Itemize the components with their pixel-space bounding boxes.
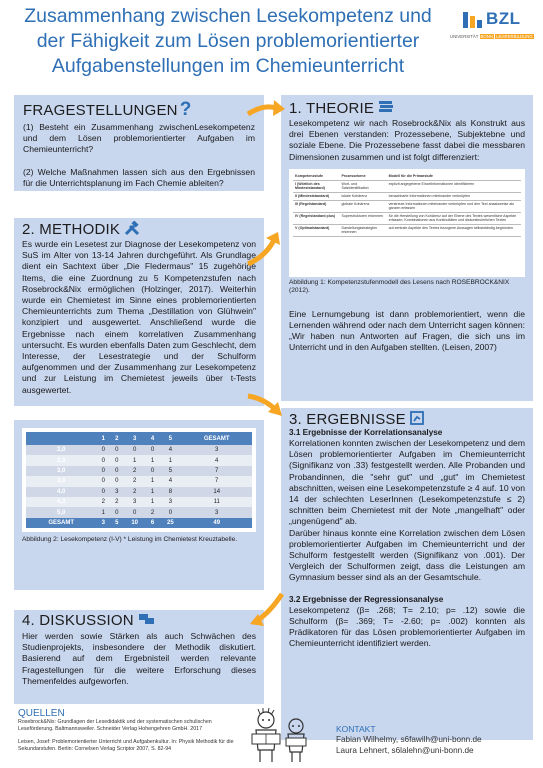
kt-header: 4 <box>146 432 160 445</box>
table-cell: 1 <box>124 455 146 465</box>
table-cell: 0 <box>96 466 110 476</box>
quellen-heading: QUELLEN <box>18 708 65 719</box>
ergebnisse-subheading-2: 3.2 Ergebnisse der Regressionsanalyse <box>289 594 444 604</box>
table-cell: 0 <box>110 455 124 465</box>
kreuztabelle-figure <box>22 428 256 532</box>
kt-header <box>26 432 96 445</box>
ks-cell: Darstellungsstrategien erkennen <box>339 224 386 236</box>
methodik-heading <box>22 221 256 238</box>
reading-children-illustration <box>238 706 318 766</box>
arrow-theorie-to-ergebnisse-icon <box>246 392 286 422</box>
fragestellungen-heading <box>23 99 255 121</box>
table-cell: 0 <box>146 466 160 476</box>
table-row <box>26 476 252 486</box>
table-cell: 1 <box>96 507 110 517</box>
table-row <box>293 224 521 236</box>
table-cell: 10 <box>124 518 146 528</box>
row-header-cell: 4,0 <box>26 487 96 497</box>
ks-cell: III (Regelstandard) <box>293 200 339 212</box>
row-header-cell: 2,3 <box>26 455 96 465</box>
diskussion-heading-text: 4. DISKUSSION <box>22 612 134 629</box>
diskussion-panel <box>14 610 264 704</box>
chart-icon <box>410 411 424 425</box>
poster-title <box>8 4 448 79</box>
kreuztabelle-panel <box>14 420 264 590</box>
table-row <box>26 455 252 465</box>
tools-icon <box>124 221 140 236</box>
methodik-panel <box>14 218 264 406</box>
table-row <box>293 192 521 200</box>
row-header-cell: 3,0 <box>26 466 96 476</box>
kt-header: 2 <box>110 432 124 445</box>
figure-2-caption: Abbildung 2: Lesekompetenz (I-V) * Leistung im Chemietest Kreuztabelle. <box>22 536 238 544</box>
table-cell: 0 <box>124 507 146 517</box>
table-row <box>293 200 521 212</box>
table-cell: 3 <box>159 497 181 507</box>
table-cell: 0 <box>110 507 124 517</box>
table-cell: 1 <box>146 487 160 497</box>
table-cell: 0 <box>96 455 110 465</box>
kt-header: 3 <box>124 432 146 445</box>
ergebnisse-text-1: Korrelationen konnten zwischen der Lesekompetenz und dem Lösen problemorientierter Aufgaben im Chemieunterricht (Signifikanz von .33) festgestellt werden. Alle Probanden und Probandinnen, die "sehr gut" und „gut" im Chemietest abschnitten, weisen eine Lesekompetenzstufe ≥ 4 auf. 10 von 14 der schlechten LeserInnen (Lesekompetenzstufe ≤ 2) schnitten beim Chemietest mit der Note „mangelhaft" oder „ungenügend" ab. <box>289 438 525 527</box>
theorie-heading <box>289 100 525 117</box>
table-cell: 2 <box>146 507 160 517</box>
table-cell: 1 <box>146 455 160 465</box>
ks-header-0: Kompetenzstufe <box>293 173 339 181</box>
kt-header: GESAMT <box>181 432 252 445</box>
table-row <box>26 507 252 517</box>
fragestellungen-panel <box>14 95 264 191</box>
ks-cell: V (Optimalstandard) <box>293 224 339 236</box>
table-cell: 3 <box>96 518 110 528</box>
kreuztabelle <box>26 432 252 528</box>
ergebnisse-text-3: Lesekompetenz (β= .268; T= 2.10; p= .12) sowie die Schulform (β= .369; T= -2.60; p= .002) konnten als Prädikatoren für das Lösen problemorientierter Aufgaben im Chemieunterricht identifiziert werden. <box>289 604 525 649</box>
table-cell: 1 <box>146 497 160 507</box>
theorie-heading-text: 1. THEORIE <box>289 100 375 117</box>
contact-line-1: Fabian Wilhelmy, s6fawilh@uni-bonn.de <box>336 735 482 744</box>
ergebnisse-heading <box>289 411 525 428</box>
ks-cell: für die Herstellung von Kohärenz auf der Ebene des Textes wesentliche Aspekte erfassen; Kombinationen aus Kontinuitäten und diskontinuierlichen Texten <box>387 212 521 224</box>
ergebnisse-heading-text: 3. ERGEBNISSE <box>289 411 406 428</box>
table-cell: 6 <box>146 518 160 528</box>
arrow-ergebnisse-to-diskussion-icon <box>246 590 286 630</box>
ks-cell: verstreute Informationen miteinander verknüpfen und den Text ansatzweise als ganzen erfassen <box>387 200 521 212</box>
table-cell: 0 <box>96 487 110 497</box>
title-line-2: der Fähigkeit zum Lösen problemorientierter <box>36 30 420 52</box>
kontakt-heading: KONTAKT <box>336 724 376 734</box>
table-row <box>293 212 521 224</box>
ks-cell: Wort- und Satzidentifikation <box>339 180 386 192</box>
arrow-fragestellungen-to-theorie-icon <box>246 98 286 122</box>
table-cell: 0 <box>110 466 124 476</box>
table-cell: 5 <box>159 466 181 476</box>
table-row <box>26 487 252 497</box>
table-cell: 0 <box>96 445 110 455</box>
table-cell: 3 <box>181 507 252 517</box>
kt-header: 5 <box>159 432 181 445</box>
table-cell: 0 <box>110 476 124 486</box>
diskussion-heading <box>22 612 256 629</box>
ks-cell: Superstrukturen erkennen <box>339 212 386 224</box>
ks-header-1: Prozessebene <box>339 173 386 181</box>
ks-cell: globale Kohärenz <box>339 200 386 212</box>
theorie-panel <box>281 95 533 401</box>
reference-2: Leisen, Josef: Problemorientierter Unterricht und Aufgabenkultur. In: Physik Methodik für die Sekundarstufen. Berlin: Cornelsen Verlag Scriptor 2007, S. 82-94 <box>18 739 234 752</box>
ks-cell: explizit angegebene Einzelinformationen identifizieren <box>387 180 521 192</box>
table-cell: 11 <box>181 497 252 507</box>
table-row <box>26 445 252 455</box>
fragestellungen-heading-text: FRAGESTELLUNGEN <box>23 102 178 119</box>
table-cell: 2 <box>124 466 146 476</box>
competence-model-figure <box>289 169 525 277</box>
table-cell: 8 <box>159 487 181 497</box>
table-cell: 49 <box>181 518 252 528</box>
table-cell: 7 <box>181 466 252 476</box>
question-2: (2) Welche Maßnahmen lassen sich aus den Ergebnissen für die Unterrichtsplanung im Fach Chemie ableiten? <box>23 166 255 188</box>
table-cell: 3 <box>110 487 124 497</box>
row-header-cell: 2,0 <box>26 445 96 455</box>
table-row <box>26 518 252 528</box>
ergebnisse-panel <box>281 408 533 740</box>
table-cell: 7 <box>181 476 252 486</box>
contact-line-2: Laura Lehnert, s6lalehn@uni-bonn.de <box>336 746 474 755</box>
row-header-cell: 3,3 <box>26 476 96 486</box>
row-header-cell: 4,3 <box>26 497 96 507</box>
question-1: (1) Besteht ein Zusammenhang zwischenLesekompetenz und dem Lösen problemorientierter Aufgaben im Chemieunterricht? <box>23 122 255 155</box>
title-line-1: Zusammenhang zwischen Lesekompetenz und <box>24 5 432 27</box>
table-cell: 0 <box>146 445 160 455</box>
table-cell: 3 <box>181 445 252 455</box>
theorie-text-2: Eine Lernumgebung ist dann problemorientiert, wenn die Lernenden während oder nach dem Unterricht sagen können: „Wir haben nun Antworten auf Fragen, die sich uns im Unterricht und in den Aufgaben stellten. (Leisen, 2007) <box>289 308 525 353</box>
table-cell: 0 <box>96 476 110 486</box>
ergebnisse-text-2: Darüber hinaus konnte eine Korrelation zwischen dem Lösen problemorientierter Aufgaben im Chemieunterricht und der Schulform festgestellt werden (Signifikanz von .001). Der Vergleich der Schulformen zeigt, dass die Leistungen am Gymnasium besser sind als an der Gesamtschule. <box>289 527 525 583</box>
table-row <box>26 497 252 507</box>
ks-cell: IV (Regelstandard plus) <box>293 212 339 224</box>
figure-1-caption: Abbildung 1: Kompetenzstufenmodell des Lesens nach ROSEBROCK&NIX (2012). <box>289 278 510 295</box>
ks-cell: benachbarte Informationen miteinander verknüpfen <box>387 192 521 200</box>
table-cell: 2 <box>110 497 124 507</box>
arrow-methodik-to-theorie-icon <box>244 228 284 268</box>
ks-cell: auf zentrale Aspekte des Textes bezogene Aussagen selbstständig begründen <box>387 224 521 236</box>
table-cell: 5 <box>110 518 124 528</box>
table-cell: 14 <box>181 487 252 497</box>
ks-cell: lokale Kohärenz <box>339 192 386 200</box>
methodik-heading-text: 2. METHODIK <box>22 221 121 238</box>
question-mark-icon: ? <box>179 99 192 120</box>
kt-header: 1 <box>96 432 110 445</box>
table-cell: 0 <box>124 445 146 455</box>
methodik-text: Es wurde ein Lesetest zur Diagnose der Lesekompetenz von SuS im Alter von 13-14 Jahren durchgeführt. Als Grundlage dient ein Sachtext über „Die Fledermaus" 15 zugehörige Items, die eine Zuordnung zu 5 Kompetenzstufen nach Rosebrock&Nix ermöglichen (Holzinger, 2017). Weiterhin wurde ein Chemietest im Sinne eines problemorientierten Chemieunterrichts zum Thema „Destillation von Glühwein" konzipiert und ausgewertet. Anschließend wurde die Ergebnisse nach einem korrelativen Zusammenhang untersucht. Es wurden ebenfalls Daten zum Geschlecht, dem Interesse, der Lesestrategie und der Schulform aufgenommen und der Zusammenhang zur Lesekompetenz und zur Leistung im Chemietest jeweils über t-Tests ausgewertet. <box>22 239 256 395</box>
row-header-cell: GESAMT <box>26 518 96 528</box>
competence-model-table <box>293 173 521 237</box>
books-icon <box>378 100 394 114</box>
title-line-3: Aufgabenstellungen im Chemieunterricht <box>51 55 405 77</box>
table-cell: 4 <box>181 455 252 465</box>
kontakt-section <box>336 724 536 756</box>
row-header-cell: 5,0 <box>26 507 96 517</box>
ks-cell: I (Wörtlich des Mindeststandard) <box>293 180 339 192</box>
logo-sub-c: LEHRERBILDUNG <box>496 34 533 39</box>
logo-subtitle <box>450 34 538 39</box>
diskussion-text: Hier werden sowie Stärken als auch Schwächen des Studienprojekts, insbesondere der Methodik diskutiert. Basierend auf dem Ergebnisteil werden relevante Fragestellungen für die weitere Erforschung dieses Themenfeldes aufgeworfen. <box>22 631 256 686</box>
quellen-section <box>18 708 238 752</box>
table-cell: 25 <box>159 518 181 528</box>
table-cell: 0 <box>159 507 181 517</box>
theorie-text-1: Lesekompetenz wir nach Rosebrock&Nix als Konstrukt aus drei Ebenen verstanden: Prozessebene, Subjektebne und soziale Ebene. Die Prozessebene fasst dabei die messbaren Dimensionen zusammen und ist folgt differenziert: <box>289 118 525 162</box>
logo-sub-a: UNIVERSITÄT <box>450 34 479 39</box>
table-cell: 2 <box>96 497 110 507</box>
table-cell: 4 <box>159 476 181 486</box>
speech-bubbles-icon <box>138 613 155 626</box>
ks-cell: II (Mindeststandard) <box>293 192 339 200</box>
bzl-logo <box>450 8 538 50</box>
reference-1: Rosebrock&Nix: Grundlagen der Lesedidaktik und der systematischen schulischen Leseförderung. Baltmannsweiler. Schneider Verlag Hohengehren GmbH. 2017 <box>18 719 212 732</box>
table-row <box>293 180 521 192</box>
ks-header-2: Modell für die Primarstufe <box>387 173 521 181</box>
logo-sub-b: BONN <box>480 34 493 39</box>
table-cell: 3 <box>124 497 146 507</box>
table-row <box>26 466 252 476</box>
table-cell: 4 <box>159 445 181 455</box>
table-cell: 2 <box>124 476 146 486</box>
table-cell: 1 <box>146 476 160 486</box>
table-cell: 2 <box>124 487 146 497</box>
bzl-logo-mark-icon <box>462 10 484 30</box>
ergebnisse-subheading-1: 3.1 Ergebnisse der Korrelationsanalyse <box>289 428 443 437</box>
table-cell: 1 <box>159 455 181 465</box>
logo-text: BZL <box>486 9 521 28</box>
table-cell: 0 <box>110 445 124 455</box>
